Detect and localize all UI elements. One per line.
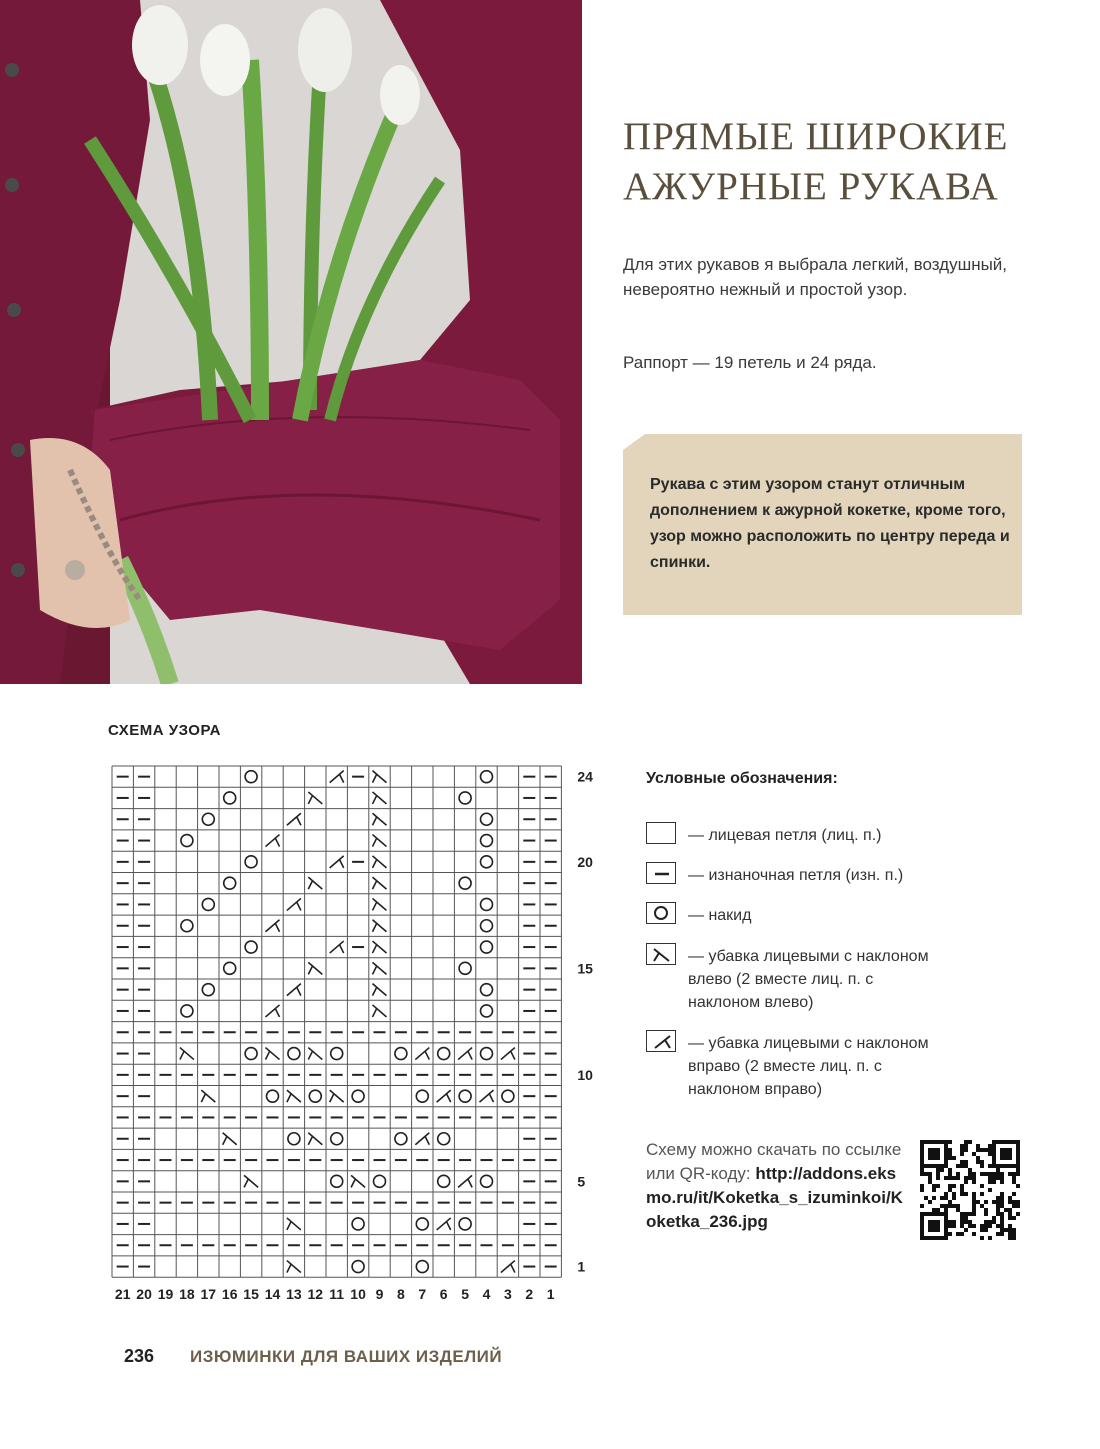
ssk-mark <box>373 792 387 804</box>
yarn-over-symbol-icon <box>646 902 676 924</box>
k2tog-mark <box>415 1133 429 1145</box>
ssk-mark <box>373 941 387 953</box>
yarn-over-mark <box>331 1133 343 1145</box>
heading-line-1: ПРЯМЫЕ ШИРОКИЕ <box>623 115 1009 158</box>
yarn-over-mark <box>202 898 214 910</box>
yarn-over-mark <box>438 1048 450 1060</box>
k2tog-mark <box>266 835 280 847</box>
k2tog-mark <box>266 920 280 932</box>
page-number: 236 <box>124 1346 155 1366</box>
k2tog-mark <box>330 856 344 868</box>
yarn-over-mark <box>267 1090 279 1102</box>
purl-symbol-icon <box>646 862 676 884</box>
k2tog-mark <box>415 1048 429 1060</box>
knit-symbol-icon <box>646 822 676 844</box>
column-number: 14 <box>264 1286 281 1303</box>
yarn-over-mark <box>245 856 257 868</box>
column-number: 4 <box>482 1286 491 1303</box>
ssk-mark <box>373 835 387 847</box>
yarn-over-mark <box>181 1005 193 1017</box>
yarn-over-mark <box>202 984 214 996</box>
ssk-mark <box>373 1005 387 1017</box>
yarn-over-mark <box>331 1175 343 1187</box>
ssk-mark <box>201 1090 215 1102</box>
yarn-over-mark <box>481 771 493 783</box>
k2tog-mark <box>437 1218 451 1230</box>
legend-text-k2tog: — убавка лицевыми с наклоном вправо (2 вместе лиц. п. с наклоном вправо) <box>688 1035 929 1098</box>
knitting-chart <box>100 760 610 1310</box>
ssk-mark <box>373 771 387 783</box>
yarn-over-mark <box>481 813 493 825</box>
yarn-over-mark <box>481 920 493 932</box>
k2tog-mark <box>330 771 344 783</box>
callout-text: Рукава с этим узором станут отличным дополнением к ажурной кокетке, кроме того, узор можно расположить по центру переда и спинки. <box>650 476 1010 571</box>
scheme-title: СХЕМА УЗОРА <box>108 722 221 739</box>
column-number: 18 <box>179 1286 195 1303</box>
callout-box <box>623 434 1022 615</box>
ssk-mark <box>308 877 322 889</box>
row-number: 10 <box>577 1066 593 1083</box>
ssk-mark <box>287 1090 301 1102</box>
ssk-mark <box>180 1048 194 1060</box>
yarn-over-mark <box>288 1133 300 1145</box>
page-heading <box>623 112 1083 212</box>
yarn-over-mark <box>202 813 214 825</box>
ssk-mark <box>266 1048 280 1060</box>
ssk-symbol-icon <box>646 943 676 965</box>
column-number: 1 <box>546 1286 555 1303</box>
k2tog-symbol-icon <box>646 1030 676 1052</box>
ssk-mark <box>373 856 387 868</box>
yarn-over-mark <box>416 1218 428 1230</box>
legend-text-knit: — лицевая петля (лиц. п.) <box>688 827 882 844</box>
yarn-over-mark <box>224 792 236 804</box>
yarn-over-mark <box>352 1218 364 1230</box>
yarn-over-mark <box>245 771 257 783</box>
ssk-mark <box>373 877 387 889</box>
yarn-over-mark <box>502 1090 514 1102</box>
k2tog-mark <box>501 1261 515 1273</box>
ssk-mark <box>308 962 322 974</box>
column-number: 2 <box>525 1286 534 1303</box>
ssk-mark <box>373 984 387 996</box>
ssk-mark <box>351 1175 365 1187</box>
k2tog-mark <box>501 1048 515 1060</box>
callout-corner <box>623 434 645 450</box>
ssk-mark <box>308 1133 322 1145</box>
download-note <box>646 1138 906 1234</box>
column-number: 8 <box>397 1286 405 1303</box>
ssk-mark <box>373 813 387 825</box>
yarn-over-mark <box>331 1048 343 1060</box>
yarn-over-mark <box>352 1090 364 1102</box>
yarn-over-mark <box>395 1048 407 1060</box>
yarn-over-mark <box>459 1218 471 1230</box>
legend-text-ssk: — убавка лицевыми с наклоном влево (2 вместе лиц. п. с наклоном влево) <box>688 948 929 1011</box>
column-number: 19 <box>157 1286 174 1303</box>
yarn-over-mark <box>374 1175 386 1187</box>
download-link[interactable]: http://addons.eksmo.ru/it/Koketka_s_izuminkoi/Koketka_236.jpg <box>646 1164 903 1231</box>
k2tog-mark <box>458 1175 472 1187</box>
qr-code-icon[interactable] <box>920 1140 1020 1240</box>
yarn-over-mark <box>481 856 493 868</box>
column-number: 9 <box>375 1286 384 1303</box>
k2tog-mark <box>287 813 301 825</box>
row-number: 15 <box>577 960 593 977</box>
yarn-over-mark <box>481 898 493 910</box>
yarn-over-mark <box>481 1048 493 1060</box>
column-number: 11 <box>329 1286 345 1303</box>
yarn-over-mark <box>224 877 236 889</box>
yarn-over-mark <box>459 877 471 889</box>
column-number: 13 <box>286 1286 302 1303</box>
k2tog-mark <box>287 984 301 996</box>
footer-title: ИЗЮМИНКИ ДЛЯ ВАШИХ ИЗДЕЛИЙ <box>190 1347 503 1366</box>
ssk-mark <box>287 1261 301 1273</box>
yarn-over-mark <box>459 792 471 804</box>
column-number: 6 <box>439 1286 448 1303</box>
k2tog-mark <box>287 898 301 910</box>
column-number: 21 <box>114 1286 131 1303</box>
yarn-over-mark <box>416 1090 428 1102</box>
ssk-mark <box>287 1218 301 1230</box>
column-number: 17 <box>200 1286 217 1303</box>
ssk-mark <box>373 962 387 974</box>
yarn-over-mark <box>181 835 193 847</box>
yarn-over-mark <box>459 1090 471 1102</box>
column-number: 15 <box>243 1286 259 1303</box>
legend-title: Условные обозначения: <box>646 770 838 787</box>
k2tog-mark <box>480 1090 494 1102</box>
ssk-mark <box>223 1133 237 1145</box>
yarn-over-mark <box>181 920 193 932</box>
column-number: 16 <box>221 1286 238 1303</box>
yarn-over-mark <box>416 1261 428 1273</box>
intro-text: Для этих рукавов я выбрала легкий, воздушный, невероятно нежный и простой узор. <box>623 255 1008 299</box>
column-number: 5 <box>461 1286 469 1303</box>
ssk-mark <box>244 1175 258 1187</box>
heading-line-2: АЖУРНЫЕ РУКАВА <box>623 165 999 208</box>
legend-text-yo: — накид <box>688 907 752 924</box>
yarn-over-mark <box>309 1090 321 1102</box>
yarn-over-mark <box>395 1133 407 1145</box>
column-number: 3 <box>504 1286 512 1303</box>
rapport-text: Раппорт — 19 петель и 24 ряда. <box>623 353 877 372</box>
yarn-over-mark <box>438 1133 450 1145</box>
ssk-mark <box>373 920 387 932</box>
k2tog-mark <box>330 941 344 953</box>
row-number: 5 <box>577 1173 586 1190</box>
column-number: 12 <box>307 1286 324 1303</box>
yarn-over-mark <box>245 941 257 953</box>
download-prefix: Схему можно скачать по ссылке или QR-коду: <box>646 1140 902 1183</box>
row-number: 1 <box>577 1258 586 1275</box>
yarn-over-mark <box>438 1175 450 1187</box>
k2tog-mark <box>266 1005 280 1017</box>
ssk-mark <box>308 792 322 804</box>
k2tog-mark <box>458 1048 472 1060</box>
row-number: 20 <box>577 853 593 870</box>
ssk-mark <box>330 1090 344 1102</box>
cardigan-photo <box>0 0 582 684</box>
yarn-over-mark <box>288 1048 300 1060</box>
column-number: 7 <box>418 1286 427 1303</box>
ssk-mark <box>308 1048 322 1060</box>
column-number: 20 <box>136 1286 152 1303</box>
yarn-over-mark <box>481 1005 493 1017</box>
yarn-over-mark <box>481 941 493 953</box>
yarn-over-mark <box>481 984 493 996</box>
yarn-over-mark <box>224 962 236 974</box>
yarn-over-mark <box>352 1261 364 1273</box>
column-number: 10 <box>350 1286 366 1303</box>
ssk-mark <box>373 898 387 910</box>
row-number: 24 <box>577 768 593 785</box>
yarn-over-mark <box>245 1048 257 1060</box>
legend-text-purl: — изнаночная петля (изн. п.) <box>688 867 904 884</box>
yarn-over-mark <box>481 1175 493 1187</box>
yarn-over-mark <box>459 962 471 974</box>
yarn-over-mark <box>481 835 493 847</box>
k2tog-mark <box>437 1090 451 1102</box>
